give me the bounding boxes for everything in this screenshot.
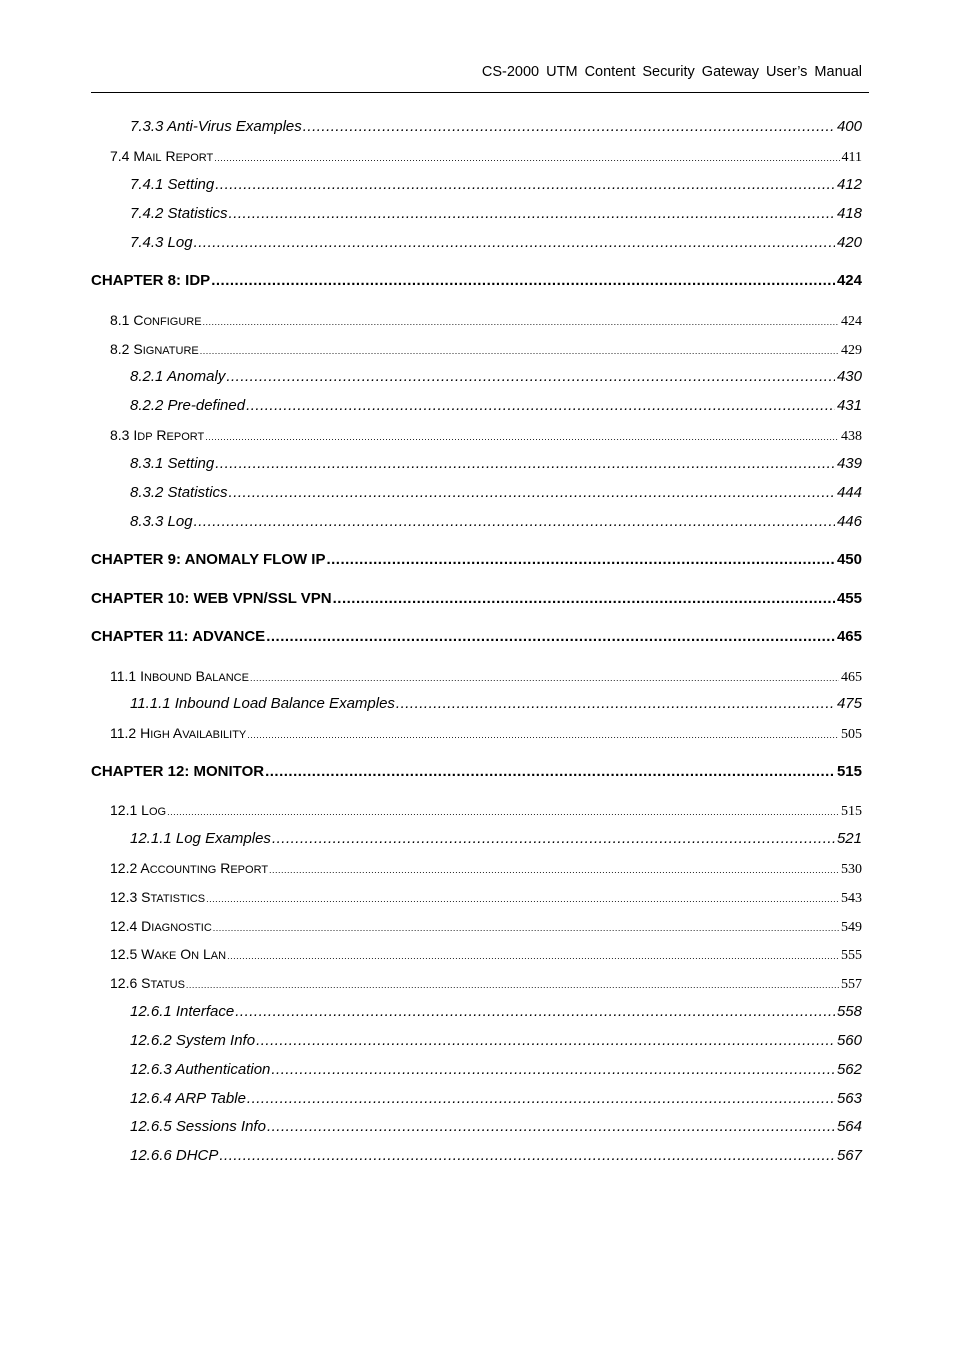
toc-page-number: 558 xyxy=(836,1003,862,1020)
toc-leader-dots xyxy=(229,203,835,225)
toc-page-number: 439 xyxy=(836,455,862,472)
toc-page-number: 562 xyxy=(836,1061,862,1078)
toc-page-number: 412 xyxy=(836,176,862,193)
toc-leader-dots xyxy=(205,426,839,448)
toc-entry-label: 8.3.1 Setting xyxy=(130,455,215,472)
toc-entry[interactable] xyxy=(130,453,862,475)
toc-entry[interactable] xyxy=(130,1088,862,1110)
toc-leader-dots xyxy=(247,724,839,746)
toc-entry[interactable] xyxy=(130,511,862,533)
toc-entry-label: 12.6.4 ARP Table xyxy=(130,1090,246,1107)
toc-entry[interactable] xyxy=(91,588,862,610)
toc-page-number: 560 xyxy=(836,1032,862,1049)
toc-entry-label: 8.2 SIGNATURE xyxy=(110,341,199,357)
toc-entry-label: 11.1.1 Inbound Load Balance Examples xyxy=(130,695,395,712)
toc-page-number: 444 xyxy=(836,484,862,501)
toc-page-number: 465 xyxy=(841,670,862,685)
toc-entry[interactable] xyxy=(110,915,862,937)
toc-entry-label: 8.2.1 Anomaly xyxy=(130,368,226,385)
toc-entry[interactable] xyxy=(110,857,862,879)
toc-leader-dots xyxy=(226,366,835,388)
toc-entry-number: 12.2 xyxy=(110,860,141,876)
toc-entry[interactable] xyxy=(91,626,862,648)
toc-entry[interactable] xyxy=(110,722,862,744)
toc-entry-label: 8.3.3 Log xyxy=(130,513,193,530)
toc-page-number: 557 xyxy=(841,977,862,992)
toc-leader-dots xyxy=(167,801,839,823)
toc-leader-dots xyxy=(214,147,839,169)
toc-entry[interactable] xyxy=(110,972,862,994)
toc-leader-dots xyxy=(215,453,835,475)
toc-entry[interactable] xyxy=(110,943,862,965)
toc-entry[interactable] xyxy=(130,1059,862,1081)
toc-entry[interactable] xyxy=(91,270,862,292)
toc-entry[interactable] xyxy=(110,338,862,360)
toc-leader-dots xyxy=(206,888,839,910)
toc-leader-dots xyxy=(194,232,835,254)
toc-leader-dots xyxy=(235,1001,835,1023)
toc-leader-dots xyxy=(303,116,835,138)
toc-leader-dots xyxy=(256,1030,835,1052)
toc-leader-dots xyxy=(267,1116,835,1138)
toc-entry-label: 8.2.2 Pre-defined xyxy=(130,397,246,414)
toc-page-number: 567 xyxy=(836,1147,862,1164)
toc-page-number: 455 xyxy=(836,590,862,607)
toc-entry[interactable] xyxy=(130,1030,862,1052)
toc-page-number: 424 xyxy=(836,272,862,289)
toc-leader-dots xyxy=(229,482,835,504)
toc-entry-label: 12.6.2 System Info xyxy=(130,1032,256,1049)
toc-entry-number: 11.2 xyxy=(110,725,141,741)
toc-entry-label: 12.5 WAKE ON LAN xyxy=(110,946,227,962)
toc-entry[interactable] xyxy=(130,1001,862,1023)
toc-leader-dots xyxy=(215,174,835,196)
toc-leader-dots xyxy=(246,395,835,417)
toc-entry-label: CHAPTER 11: ADVANCE xyxy=(91,628,266,645)
toc-entry-label: 8.3 IDP REPORT xyxy=(110,427,205,443)
toc-entry[interactable] xyxy=(130,366,862,388)
toc-entry[interactable] xyxy=(110,886,862,908)
toc-entry-label: 11.2 HIGH AVAILABILITY xyxy=(110,725,247,741)
toc-entry-label: 12.6.3 Authentication xyxy=(130,1061,271,1078)
toc-entry-label: CHAPTER 8: IDP xyxy=(91,272,211,289)
toc-entry-number: 11.1 xyxy=(110,668,141,684)
toc-page-number: 400 xyxy=(836,118,862,135)
toc-page-number: 564 xyxy=(836,1118,862,1135)
toc-entry-number: 8.2 xyxy=(110,341,134,357)
toc-page-number: 420 xyxy=(836,234,862,251)
toc-entry[interactable] xyxy=(130,203,862,225)
toc-leader-dots xyxy=(271,1059,835,1081)
toc-page-number: 515 xyxy=(841,804,862,819)
toc-entry-number: 7.4 xyxy=(110,148,134,164)
toc-page-number: 549 xyxy=(841,920,862,935)
toc-entry[interactable] xyxy=(130,828,862,850)
toc-entry[interactable] xyxy=(130,174,862,196)
toc-page-number: 418 xyxy=(836,205,862,222)
toc-entry-label: 12.1 LOG xyxy=(110,802,167,818)
toc-entry-label: 12.1.1 Log Examples xyxy=(130,830,271,847)
toc-leader-dots xyxy=(203,311,839,333)
toc-entry-label: 8.1 CONFIGURE xyxy=(110,312,202,328)
toc-leader-dots xyxy=(326,549,835,571)
toc-entry-label: CHAPTER 10: WEB VPN/SSL VPN xyxy=(91,590,332,607)
toc-page-number: 429 xyxy=(841,343,862,358)
toc-entry-label: 7.4.3 Log xyxy=(130,234,193,251)
toc-entry-label: CHAPTER 12: MONITOR xyxy=(91,763,265,780)
toc-page-number: 563 xyxy=(836,1090,862,1107)
page-header-title: CS-2000 UTM Content Security Gateway User’s Manual xyxy=(481,64,862,80)
toc-entry-label: 8.3.2 Statistics xyxy=(130,484,228,501)
toc-entry[interactable] xyxy=(130,1145,862,1167)
toc-entry-number: 12.6 xyxy=(110,975,142,991)
toc-entry-label: 12.6.5 Sessions Info xyxy=(130,1118,266,1135)
toc-leader-dots xyxy=(227,945,839,967)
toc-entry-label: 11.1 INBOUND BALANCE xyxy=(110,668,249,684)
toc-entry[interactable] xyxy=(130,693,862,715)
toc-page-number: 543 xyxy=(841,891,862,906)
toc-page-number: 430 xyxy=(836,368,862,385)
toc-entry-label: 7.4.2 Statistics xyxy=(130,205,228,222)
toc-entry-label: 12.3 STATISTICS xyxy=(110,889,206,905)
toc-entry[interactable] xyxy=(91,549,862,571)
toc-entry-number: 12.4 xyxy=(110,918,142,934)
toc-entry[interactable] xyxy=(130,1116,862,1138)
toc-leader-dots xyxy=(269,859,839,881)
toc-entry-label: 7.3.3 Anti-Virus Examples xyxy=(130,118,302,135)
toc-entry[interactable] xyxy=(91,761,862,783)
toc-entry-number: 8.3 xyxy=(110,427,134,443)
toc-entry[interactable] xyxy=(110,309,862,331)
toc-leader-dots xyxy=(266,626,835,648)
toc-page-number: 424 xyxy=(841,314,862,329)
toc-page-number: 411 xyxy=(841,150,862,165)
toc-leader-dots xyxy=(333,588,835,610)
toc-entry[interactable] xyxy=(130,116,862,138)
toc-page-number: 515 xyxy=(836,763,862,780)
toc-entry-label: CHAPTER 9: ANOMALY FLOW IP xyxy=(91,551,326,568)
toc-page-number: 530 xyxy=(841,862,862,877)
toc-entry-label: 12.2 ACCOUNTING REPORT xyxy=(110,860,269,876)
toc-entry[interactable] xyxy=(130,482,862,504)
toc-entry[interactable] xyxy=(130,395,862,417)
toc-leader-dots xyxy=(272,828,835,850)
toc-entry-label: 12.6 STATUS xyxy=(110,975,185,991)
toc-entry-number: 12.3 xyxy=(110,889,142,905)
toc-page-number: 505 xyxy=(841,727,862,742)
toc-page-number: 475 xyxy=(836,695,862,712)
toc-leader-dots xyxy=(265,761,835,783)
toc-page-number: 431 xyxy=(836,397,862,414)
toc-entry[interactable] xyxy=(110,424,862,446)
toc-leader-dots xyxy=(250,667,839,689)
toc-entry-number: 12.5 xyxy=(110,946,142,962)
toc-leader-dots xyxy=(213,917,839,939)
toc-page-number: 446 xyxy=(836,513,862,530)
toc-leader-dots xyxy=(186,974,839,996)
toc-page-number: 450 xyxy=(836,551,862,568)
toc-leader-dots xyxy=(396,693,835,715)
toc-leader-dots xyxy=(247,1088,835,1110)
toc-entry[interactable] xyxy=(110,665,862,687)
toc-page-number: 521 xyxy=(836,830,862,847)
toc-entry-label: 12.4 DIAGNOSTIC xyxy=(110,918,212,934)
toc-entry-label: 12.6.6 DHCP xyxy=(130,1147,219,1164)
toc-entry-number: 12.1 xyxy=(110,802,142,818)
toc-entry-label: 12.6.1 Interface xyxy=(130,1003,235,1020)
toc-page-number: 555 xyxy=(841,948,862,963)
toc-entry-label: 7.4 MAIL REPORT xyxy=(110,148,214,164)
toc-leader-dots xyxy=(211,270,835,292)
toc-entry[interactable] xyxy=(130,232,862,254)
toc-entry-number: 8.1 xyxy=(110,312,134,328)
toc-page-number: 438 xyxy=(841,429,862,444)
toc-entry-label: 7.4.1 Setting xyxy=(130,176,215,193)
toc-page-number: 465 xyxy=(836,628,862,645)
toc-leader-dots xyxy=(219,1145,835,1167)
toc-entry[interactable] xyxy=(110,145,862,167)
toc-leader-dots xyxy=(200,340,839,362)
toc-leader-dots xyxy=(194,511,835,533)
toc-entry[interactable] xyxy=(110,799,862,821)
